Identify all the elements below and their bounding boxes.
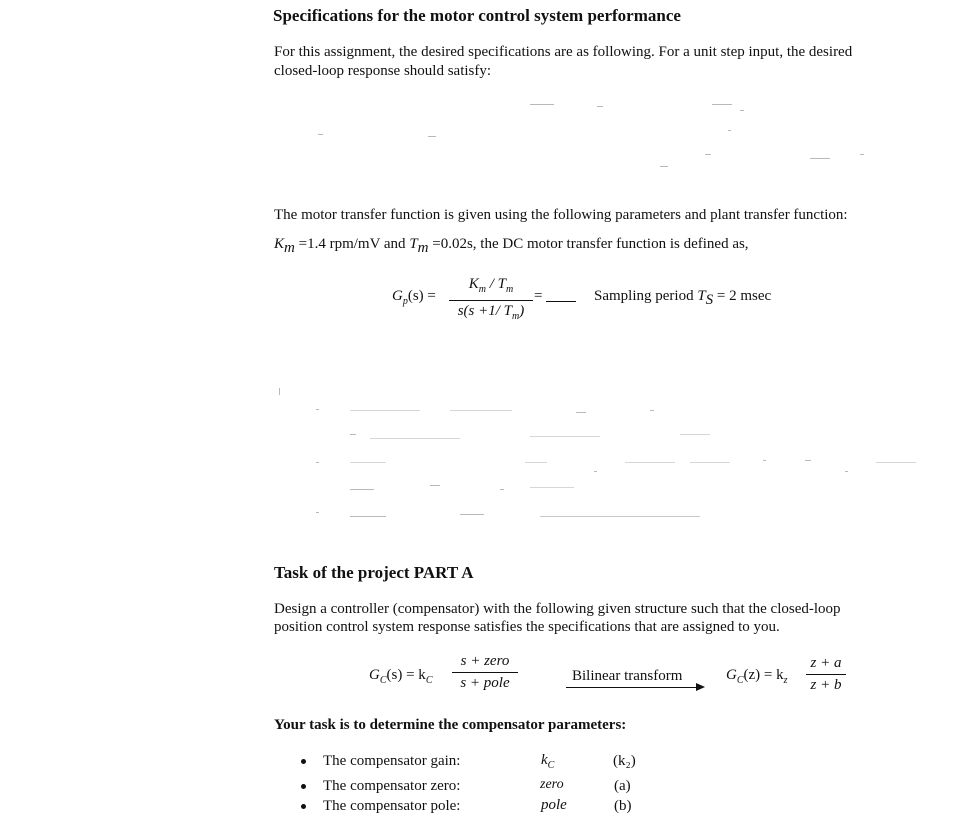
- list-item-param: (b): [614, 798, 632, 814]
- gc-z-arg: (z) = k: [743, 667, 784, 683]
- gp-sub: p: [402, 296, 408, 307]
- gc-z-k-sub: z: [783, 675, 788, 686]
- gc-s-arg: (s) = k: [386, 667, 426, 683]
- gc-z-lhs: [726, 667, 788, 686]
- gp-lhs: [392, 288, 436, 307]
- ts-value: = 2 msec: [713, 288, 772, 304]
- gp-num-k: K: [468, 276, 479, 292]
- gp-equals: =: [534, 288, 543, 304]
- gp-den-main: s(s +1/ T: [457, 303, 513, 319]
- sampling-label: Sampling period: [594, 288, 698, 304]
- task-title: Task of the project PART A: [274, 563, 474, 582]
- gc-z-denominator: z + b: [810, 677, 842, 693]
- spec-intro-line2: closed-loop response should satisfy:: [274, 63, 492, 79]
- list-item-param: (k₂): [613, 753, 636, 769]
- gp-symbol: G: [392, 288, 403, 304]
- tm-value: =0.02s: [428, 236, 473, 252]
- tm-symbol: T: [409, 236, 418, 252]
- gc-s-k-sub: C: [425, 675, 433, 686]
- motor-intro: The motor transfer function is given using the following parameters and plant transfer function:: [274, 207, 848, 223]
- gc-s-denominator: s + pole: [460, 675, 510, 691]
- spec-intro-line1: For this assignment, the desired specifications are as following. For a unit step input, the desired: [274, 44, 853, 60]
- list-item-symbol: pole: [541, 797, 567, 813]
- list-item-label: The compensator gain:: [323, 753, 461, 769]
- gc-s-fraction-bar: [452, 672, 518, 673]
- gain-symbol: k: [541, 752, 548, 768]
- list-item-label: The compensator zero:: [323, 778, 461, 794]
- gc-z-fraction: [806, 655, 846, 694]
- gp-den-sub: m: [512, 311, 520, 322]
- bullet-icon: [301, 759, 306, 764]
- gc-z-symbol: G: [726, 667, 737, 683]
- gp-den-tail: ): [519, 303, 525, 319]
- ts-sub: S: [705, 292, 714, 308]
- gp-num-t-sub: m: [506, 284, 514, 295]
- spec-title: Specifications for the motor control system performance: [273, 6, 681, 25]
- gp-num-t: / T: [486, 276, 507, 292]
- motor-tail: , the DC motor transfer function is defined as,: [472, 236, 749, 252]
- list-item-param: (a): [614, 778, 631, 794]
- gc-s-symbol: G: [369, 667, 380, 683]
- sampling-period: [594, 287, 771, 310]
- bullet-icon: [301, 784, 306, 789]
- gain-symbol-sub: C: [547, 760, 555, 771]
- list-item-symbol: zero: [540, 777, 564, 792]
- gp-denominator: [458, 303, 525, 325]
- gp-fraction: [449, 276, 533, 325]
- gp-fraction-bar: [449, 300, 533, 301]
- gp-blank-line: [546, 301, 576, 302]
- gp-arg: (s) =: [407, 288, 436, 304]
- bullet-icon: [301, 804, 306, 809]
- task-desc-line1: Design a controller (compensator) with the following given structure such that the closed-loop: [274, 601, 841, 617]
- gc-s-sub: C: [379, 675, 387, 686]
- and-text: and: [380, 236, 410, 252]
- gc-s-numerator: s + zero: [460, 653, 510, 669]
- gc-s-fraction: [452, 653, 518, 692]
- bilinear-arrow-icon: [696, 683, 705, 691]
- task-desc-line2: position control system response satisfies the specifications that are assigned to you.: [274, 619, 780, 635]
- km-sub: m: [284, 240, 295, 256]
- gp-num-k-sub: m: [478, 284, 486, 295]
- ts-symbol: T: [697, 288, 706, 304]
- gc-z-numerator: z + a: [810, 655, 842, 671]
- bilinear-arrow-line: [566, 687, 696, 688]
- gc-s-lhs: [369, 667, 432, 686]
- motor-params: [274, 235, 749, 258]
- list-item-symbol: [541, 752, 554, 771]
- tm-sub: m: [417, 240, 429, 256]
- gc-z-fraction-bar: [806, 674, 846, 675]
- km-value: =1.4 rpm/mV: [294, 236, 381, 252]
- task-subtitle: Your task is to determine the compensator parameters:: [274, 717, 627, 733]
- km-symbol: K: [274, 236, 285, 252]
- gp-numerator: [469, 276, 514, 298]
- list-item-label: The compensator pole:: [323, 798, 461, 814]
- gc-z-sub: C: [736, 675, 744, 686]
- bilinear-label: Bilinear transform: [572, 668, 683, 684]
